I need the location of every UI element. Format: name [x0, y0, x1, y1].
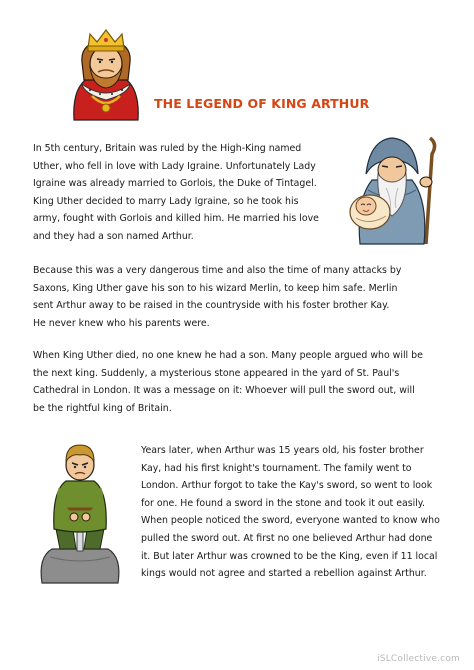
text-line: Kay, had his first knight's tournament. The family went to: [141, 462, 412, 474]
text-line: Uther, who fell in love with Lady Igraine. Unfortunately Lady: [33, 160, 316, 172]
text-line: sent Arthur away to be raised in the countryside with his foster brother Kay.: [33, 300, 390, 312]
text-line: He never knew who his parents were.: [33, 317, 210, 329]
text-line: it. But later Arthur was crowned to be the King, even if 11 local: [141, 550, 438, 562]
text-line: Years later, when Arthur was 15 years old, his foster brother: [141, 445, 424, 456]
watermark: iSLCollective.com: [377, 654, 460, 664]
king-uther-illustration: [68, 28, 144, 128]
paragraph-uther-igraine: [33, 140, 319, 246]
text-line: the next king. Suddenly, a mysterious stone appeared in the yard of St. Paul's: [33, 367, 400, 379]
text-line: army, fought with Gorlois and killed him. He married his love: [33, 213, 319, 225]
text-line: Igraine was already married to Gorlois, the Duke of Tintagel.: [33, 178, 317, 190]
text-line: Saxons, King Uther gave his son to his wizard Merlin, to keep him safe. Merlin: [33, 282, 398, 294]
text-line: In 5th century, Britain was ruled by the High-King named: [33, 143, 302, 154]
page-title: THE LEGEND OF KING ARTHUR: [154, 96, 370, 111]
text-line: be the rightful king of Britain.: [33, 402, 172, 414]
text-line: pulled the sword out. At first no one believed Arthur had done: [141, 532, 433, 544]
text-line: King Uther decided to marry Lady Igraine, so he took his: [33, 195, 299, 207]
paragraph-tournament: [141, 442, 440, 583]
text-line: and they had a son named Arthur.: [33, 230, 194, 242]
text-line: When King Uther died, no one knew he had a son. Many people argued who will be: [33, 350, 423, 361]
text-line: When people noticed the sword, everyone wanted to know who: [141, 515, 440, 527]
text-line: Because this was a very dangerous time and also the time of many attacks by: [33, 265, 402, 276]
text-line: Cathedral in London. It was a message on it: Whoever will pull the sword out, will: [33, 385, 415, 397]
text-line: London. Arthur forgot to take the Kay's sword, so went to look: [141, 480, 433, 492]
arthur-sword-in-stone-illustration: [36, 437, 124, 585]
paragraph-merlin: [33, 262, 401, 332]
text-line: for one. He found a sword in the stone and took it out easily.: [141, 497, 425, 509]
paragraph-stone: [33, 347, 423, 417]
text-line: kings would not agree and started a rebellion against Arthur.: [141, 568, 427, 580]
merlin-with-baby-illustration: [346, 130, 442, 248]
